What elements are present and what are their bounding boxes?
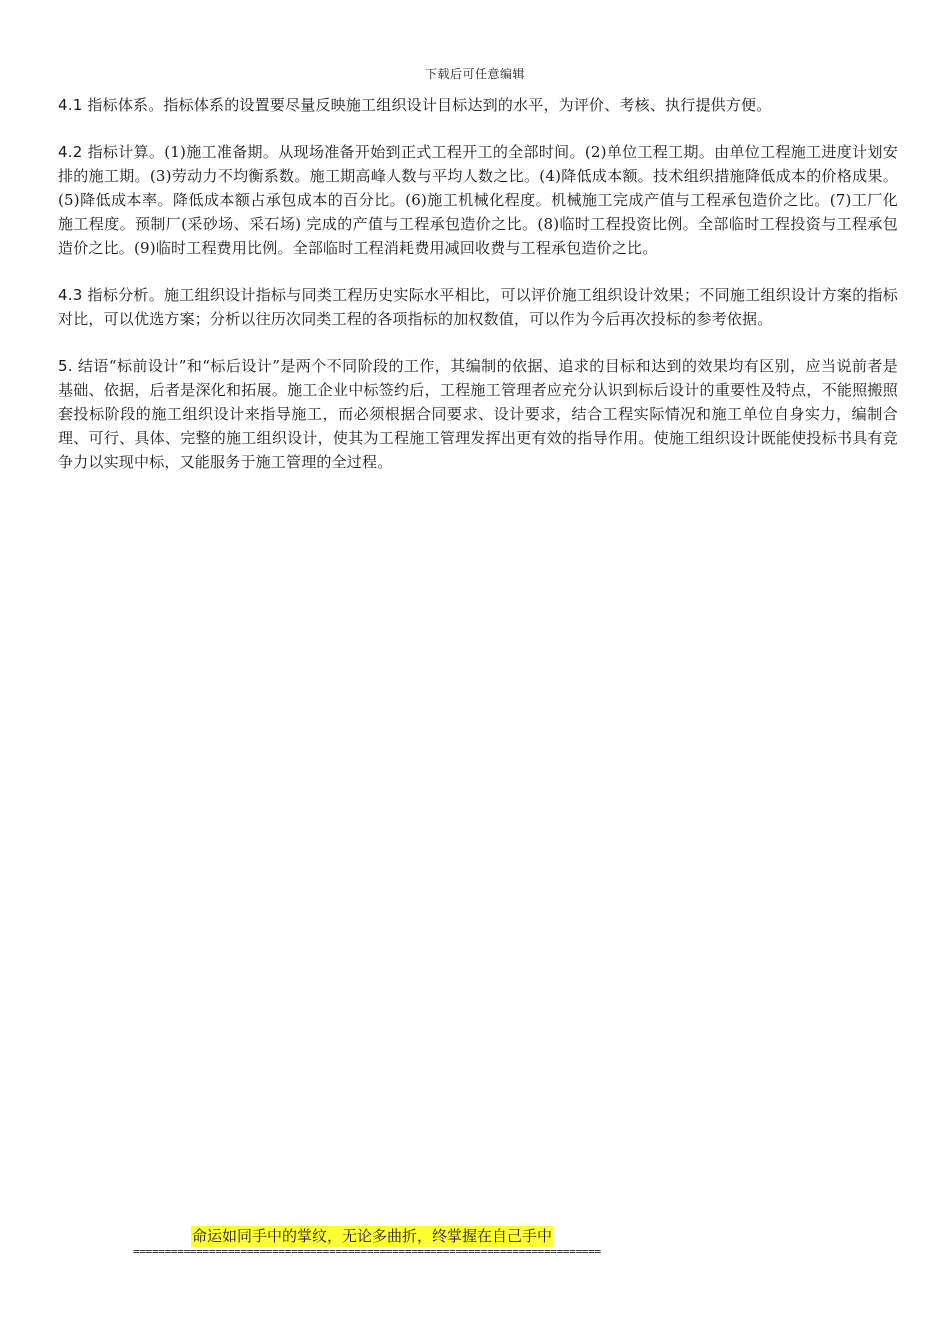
document-body <box>58 93 898 497</box>
section-number: 5. <box>58 357 73 375</box>
paragraph-4-2 <box>58 140 898 260</box>
section-number: 4.2 <box>58 143 83 161</box>
section-number: 4.1 <box>58 96 83 114</box>
page-header: 下载后可任意编辑 <box>424 67 525 81</box>
section-number: 4.3 <box>58 286 83 304</box>
paragraph-5 <box>58 354 898 474</box>
paragraph-text: 结语“标前设计”和“标后设计”是两个不同阶段的工作，其编制的依据、追求的目标和达到的效果均有区别，应当说前者是基础、依据，后者是深化和拓展。施工企业中标签约后，工程施工管理者应充分认识到标后设计的重要性及特点，不能照搬照套投标阶段的施工组织设计来指导施工，而必须根据合同要求、设计要求，结合工程实际情况和施工单位自身实力，编制合理、可行、具体、完整的施工组织设计，使其为工程施工管理发挥出更有效的指导作用。使施工组织设计既能使投标书具有竞争力以实现中标，又能服务于施工管理的全过程。 <box>58 357 898 471</box>
footer-quote: 命运如同手中的掌纹，无论多曲折，终掌握在自己手中 <box>192 1227 553 1245</box>
paragraph-text: 指标计算。(1)施工准备期。从现场准备开始到正式工程开工的全部时间。(2)单位工程工期。由单位工程施工进度计划安排的施工期。(3)劳动力不均衡系数。施工期高峰人数与平均人数之比。(4)降低成本额。技术组织措施降低成本的价格成果。(5)降低成本率。降低成本额占承包成本的百分比。(6)施工机械化程度。机械施工完成产值与工程承包造价之比。(7)工厂化施工程度。预制厂(采砂场、采石场) 完成的产值与工程承包造价之比。(8)临时工程投资比例。全部临时工程投资与工程承包造价之比。(9)临时工程费用比例。全部临时工程消耗费用减回收费与工程承包造价之比。 <box>58 143 898 257</box>
paragraph-4-1 <box>58 93 898 117</box>
paragraph-text: 指标分析。施工组织设计指标与同类工程历史实际水平相比，可以评价施工组织设计效果；不同施工组织设计方案的指标对比，可以优选方案；分析以往历次同类工程的各项指标的加权数值，可以作为今后再次投标的参考依据。 <box>58 286 898 328</box>
footer-divider: ========================================================================== <box>133 1245 601 1258</box>
paragraph-text: 指标体系。指标体系的设置要尽量反映施工组织设计目标达到的水平，为评价、考核、执行提供方便。 <box>82 96 772 114</box>
paragraph-4-3 <box>58 283 898 331</box>
